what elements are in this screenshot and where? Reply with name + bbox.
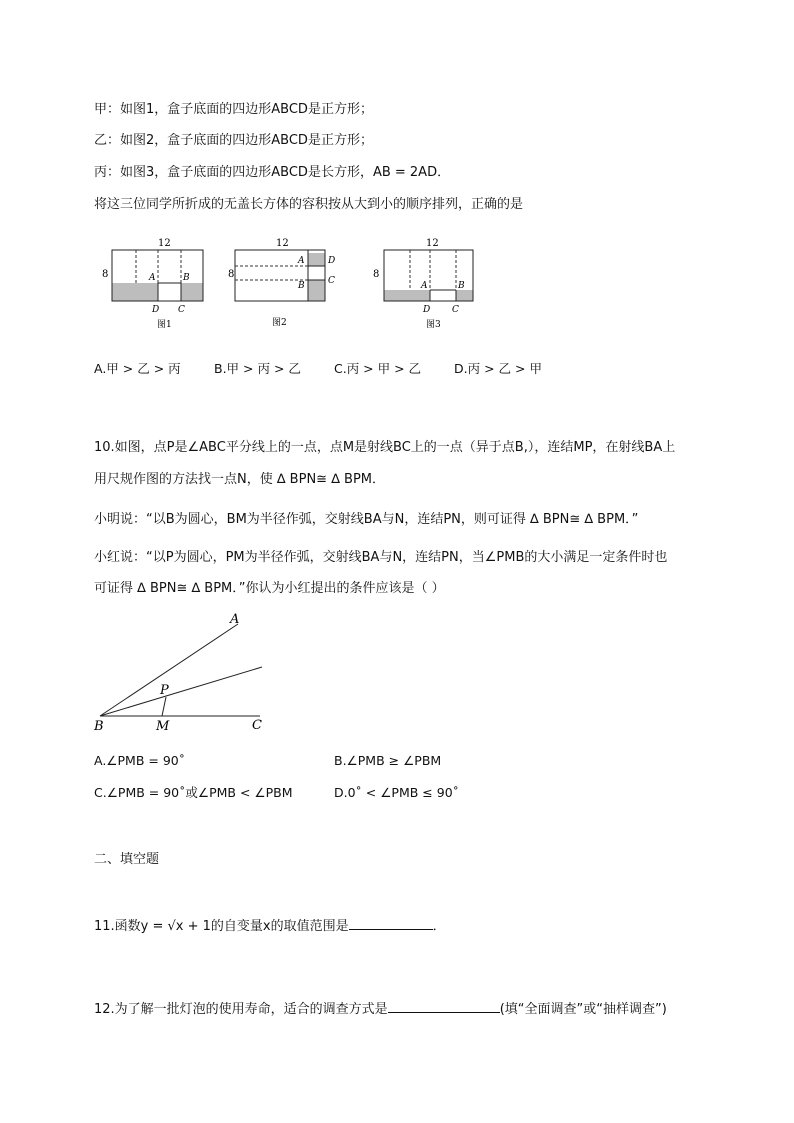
q10-line-1: 10.如图，点P是∠ABC平分线上的一点，点M是射线BC上的一点（异于点B,），连结MP，在射线BA上 xyxy=(94,440,676,455)
label-A: A xyxy=(230,612,240,627)
q10-option-b: B.∠PMB ≥ ∠PBM xyxy=(334,753,442,768)
fig1-point-B: B xyxy=(183,273,190,283)
fig3-caption: 图3 xyxy=(426,320,441,330)
label-B: B xyxy=(94,719,104,734)
q12-answer-blank[interactable] xyxy=(388,998,500,1013)
label-C: C xyxy=(252,718,262,733)
intro-line-4: 将这三位同学所折成的无盖长方体的容积按从大到小的顺序排列，正确的是 xyxy=(94,197,524,212)
intro-line-2: 乙：如图2，盒子底面的四边形ABCD是正方形； xyxy=(94,133,373,148)
fig1-caption: 图1 xyxy=(157,320,172,330)
fig2-point-C: C xyxy=(328,276,335,286)
fig1-height-label: 8 xyxy=(102,269,109,280)
fig2-width-label: 12 xyxy=(276,238,289,249)
fig2-point-A: A xyxy=(298,256,305,266)
figure-3 xyxy=(373,238,473,330)
label-M: M xyxy=(156,719,170,734)
box-figures xyxy=(90,232,490,342)
intro-line-1: 甲：如图1，盒子底面的四边形ABCD是正方形； xyxy=(94,102,373,117)
section-heading: 二、填空题 xyxy=(94,852,160,867)
q9-option-c: C.丙 > 甲 > 乙 xyxy=(334,361,422,376)
q10-option-a: A.∠PMB = 90˚ xyxy=(94,753,185,768)
q12-suffix: (填“全面调查”或“抽样调查”) xyxy=(499,1002,667,1017)
q9-option-d: D.丙 > 乙 > 甲 xyxy=(454,361,542,376)
fig2-caption: 图2 xyxy=(272,318,287,328)
q11-answer-blank[interactable] xyxy=(349,915,433,930)
fig1-width-label: 12 xyxy=(158,238,171,249)
q9-option-b: B.甲 > 丙 > 乙 xyxy=(214,361,301,376)
fig3-point-C: C xyxy=(452,305,459,315)
fig2-height-label: 8 xyxy=(228,269,235,280)
fig1-point-D: D xyxy=(152,305,160,315)
q10-option-c: C.∠PMB = 90˚或∠PMB < ∠PBM xyxy=(94,785,293,800)
fig2-point-D: D xyxy=(328,256,336,266)
q11 xyxy=(94,915,446,937)
fig3-height-label: 8 xyxy=(373,269,380,280)
q10-line-4: 小红说：“以P为圆心，PM为半径作弧，交射线BA与N，连结PN，当∠PMB的大小满足一定条件时也 xyxy=(94,550,668,565)
fig3-point-D: D xyxy=(423,305,431,315)
fig3-width-label: 12 xyxy=(426,238,439,249)
q11-text: 11.函数y = √x + 1的自变量x的取值范围是 xyxy=(94,919,349,934)
q10-line-3: 小明说：“以B为圆心，BM为半径作弧，交射线BA与N，连结PN，则可证得 ∆ BPN≅ ∆ BPM．” xyxy=(94,512,639,527)
label-P: P xyxy=(160,683,169,698)
q10-option-d: D.0˚ < ∠PMB ≤ 90˚ xyxy=(334,785,459,800)
intro-line-3: 丙：如图3，盒子底面的四边形ABCD是长方形，AB = 2AD． xyxy=(94,165,451,180)
figure-2 xyxy=(228,238,335,328)
fig1-point-C: C xyxy=(178,305,185,315)
fig2-point-B: B xyxy=(298,281,305,291)
q12-text: 12.为了解一批灯泡的使用寿命，适合的调查方式是 xyxy=(94,1002,388,1017)
q10-line-2: 用尺规作图的方法找一点N，使 ∆ BPN≅ ∆ BPM． xyxy=(94,472,385,487)
figure-1 xyxy=(102,238,203,330)
fig3-point-A: A xyxy=(421,281,428,291)
q11-suffix: ． xyxy=(432,919,446,934)
fig1-point-A: A xyxy=(149,273,156,283)
q12 xyxy=(94,998,667,1020)
q10-line-5: 可证得 ∆ BPN≅ ∆ BPM．”你认为小红提出的条件应该是（ ） xyxy=(94,581,445,596)
fig3-point-B: B xyxy=(458,281,465,291)
angle-bisector-figure xyxy=(90,608,280,738)
q9-option-a: A.甲 > 乙 > 丙 xyxy=(94,361,181,376)
